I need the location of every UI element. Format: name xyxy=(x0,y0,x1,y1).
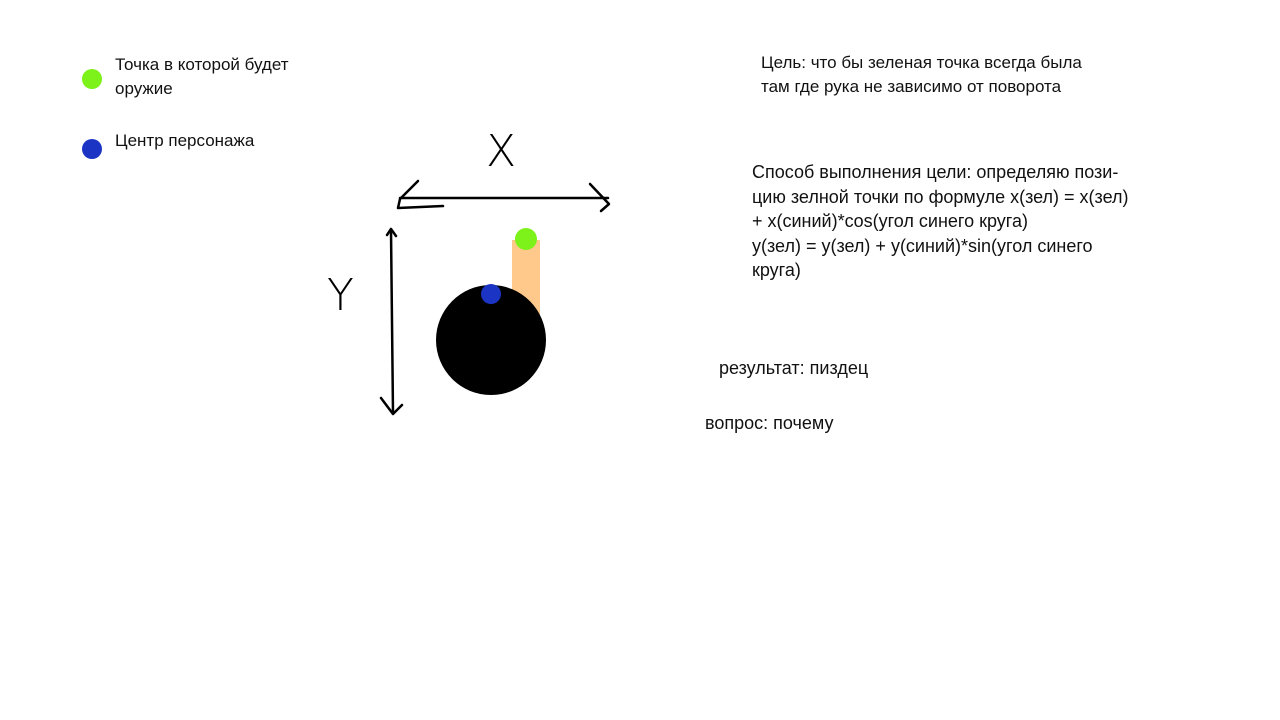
x-axis-arrow xyxy=(398,181,609,211)
method-note-line: y(зел) = y(зел) + y(синий)*sin(угол синего xyxy=(752,235,1093,256)
goal-note-line: Цель: что бы зеленая точка всегда была xyxy=(761,53,1082,72)
method-note-line: Способ выполнения цели: определяю пози- xyxy=(752,162,1119,182)
result-note: результат: пиздец xyxy=(719,358,869,378)
y-axis-label: Y xyxy=(327,270,354,321)
y-axis-arrow xyxy=(381,229,402,414)
character-center-dot xyxy=(481,284,501,304)
goal-note xyxy=(761,51,1082,99)
method-note xyxy=(752,160,1129,283)
question-note: вопрос: почему xyxy=(705,413,834,433)
method-note-line: + x(синий)*cos(угол синего круга) xyxy=(752,211,1028,232)
legend-label-line: Точка в которой будет xyxy=(115,55,289,74)
goal-note-line: там где рука не зависимо от поворота xyxy=(761,77,1062,96)
method-note-line: цию зелной точки по формуле x(зел) = x(зел) xyxy=(752,186,1129,207)
weapon-point-dot xyxy=(515,228,537,250)
legend-label-line: Центр персонажа xyxy=(115,131,255,150)
legend-label-line: оружие xyxy=(115,79,173,98)
x-axis-label: X xyxy=(486,126,517,177)
method-note-line: круга) xyxy=(752,260,801,281)
